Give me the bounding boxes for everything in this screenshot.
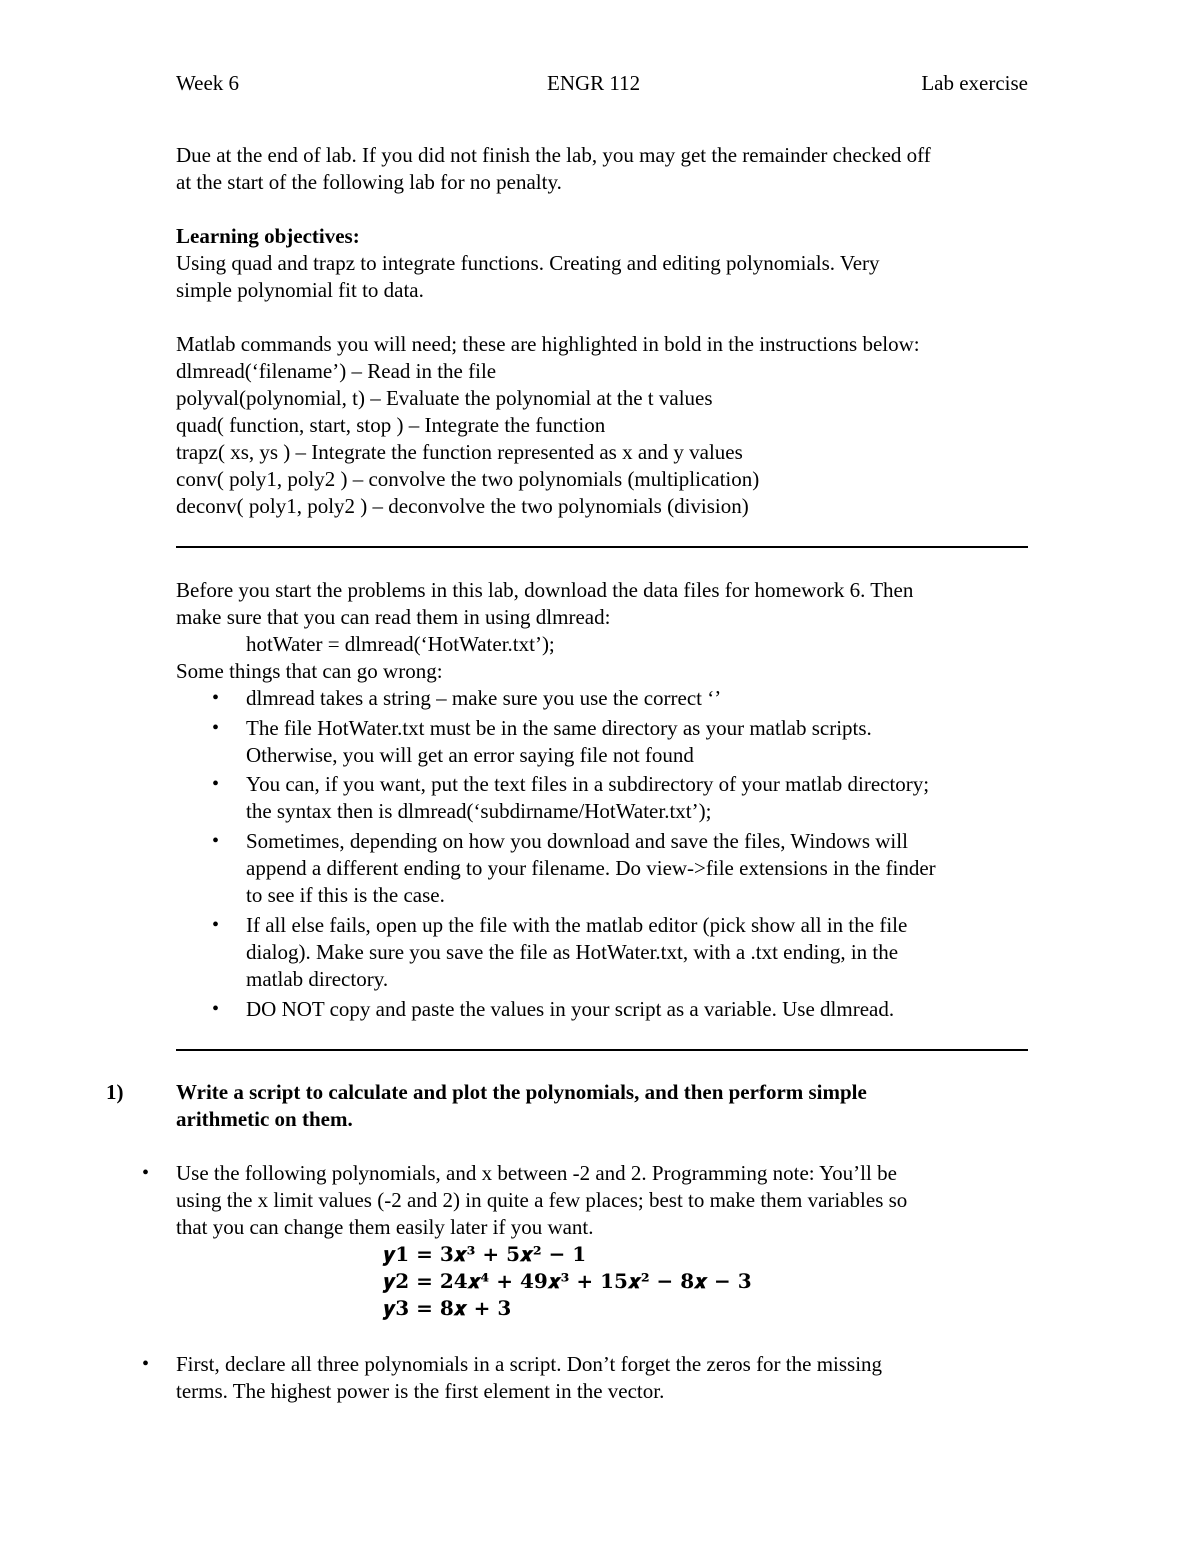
page-header xyxy=(176,70,1028,100)
due-text-line-2: at the start of the following lab for no penalty. xyxy=(176,170,562,194)
setup-code-example: hotWater = dlmread(‘HotWater.txt’); xyxy=(246,632,555,656)
list-item-line: matlab directory. xyxy=(246,967,389,991)
problem-1-heading xyxy=(106,1079,956,1133)
list-item xyxy=(176,715,1028,769)
equation-y3: 𝒚𝟑 = 𝟖𝒙 + 𝟑 xyxy=(383,1296,512,1320)
document-page xyxy=(106,70,1028,1405)
bullet-icon: • xyxy=(212,773,220,795)
command-deconv: deconv( poly1, poly2 ) – deconvolve the two polynomials (division) xyxy=(176,494,749,518)
list-item xyxy=(142,1160,1028,1241)
list-item xyxy=(176,912,1028,993)
objectives-line-1: Using quad and trapz to integrate functions. Creating and editing polynomials. Very xyxy=(176,251,880,275)
list-item xyxy=(176,828,1028,909)
list-item xyxy=(176,771,1028,825)
list-item-line: Use the following polynomials, and x between -2 and 2. Programming note: You’ll be xyxy=(176,1161,897,1185)
command-polyval: polyval(polynomial, t) – Evaluate the polynomial at the t values xyxy=(176,386,713,410)
header-week: Week 6 xyxy=(176,71,240,95)
bullet-icon: • xyxy=(142,1162,150,1184)
due-text-line-1: Due at the end of lab. If you did not finish the lab, you may get the remainder checked off xyxy=(176,143,931,167)
list-item-line: The file HotWater.txt must be in the same directory as your matlab scripts. xyxy=(246,716,872,740)
objectives-line-2: simple polynomial fit to data. xyxy=(176,278,424,302)
setup-line-2: make sure that you can read them in using dlmread: xyxy=(176,605,611,629)
header-doc-type: Lab exercise xyxy=(921,71,1028,95)
equation-y2: 𝒚𝟐 = 𝟐𝟒𝒙⁴ + 𝟒𝟗𝒙³ + 𝟏𝟓𝒙² − 𝟖𝒙 − 𝟑 xyxy=(383,1269,752,1293)
header-course: ENGR 112 xyxy=(547,71,641,95)
list-item-line: You can, if you want, put the text files in a subdirectory of your matlab directory; xyxy=(246,772,930,796)
setup-line-1: Before you start the problems in this lab, download the data files for homework 6. Then xyxy=(176,578,914,602)
list-item-line: Sometimes, depending on how you download and save the files, Windows will xyxy=(246,829,908,853)
equation-y1: 𝒚𝟏 = 𝟑𝒙³ + 𝟓𝒙² − 𝟏 xyxy=(383,1242,587,1266)
list-item xyxy=(176,685,1028,712)
problem-1-heading-line-1: Write a script to calculate and plot the polynomials, and then perform simple xyxy=(176,1080,867,1104)
wrong-intro: Some things that can go wrong: xyxy=(176,659,443,683)
list-item-line: the syntax then is dlmread(‘subdirname/HotWater.txt’); xyxy=(246,799,712,823)
list-item-line: terms. The highest power is the first element in the vector. xyxy=(176,1379,665,1403)
troubleshooting-list xyxy=(176,685,1028,1023)
list-item-line: append a different ending to your filename. Do view->file extensions in the finder xyxy=(246,856,936,880)
bullet-icon: • xyxy=(212,998,220,1020)
problem-1-list-2 xyxy=(142,1351,1028,1405)
objectives-title: Learning objectives: xyxy=(176,224,360,248)
list-item-line: that you can change them easily later if you want. xyxy=(176,1215,594,1239)
bullet-icon: • xyxy=(142,1353,150,1375)
command-conv: conv( poly1, poly2 ) – convolve the two polynomials (multiplication) xyxy=(176,467,760,491)
bullet-icon: • xyxy=(212,914,220,936)
problem-1-list xyxy=(142,1160,1028,1241)
list-item-line: First, declare all three polynomials in a script. Don’t forget the zeros for the missing xyxy=(176,1352,883,1376)
list-item-line: dialog). Make sure you save the file as HotWater.txt, with a .txt ending, in the xyxy=(246,940,899,964)
command-dlmread: dlmread(‘filename’) – Read in the file xyxy=(176,359,497,383)
list-item-line: using the x limit values (-2 and 2) in quite a few places; best to make them variables so xyxy=(176,1188,908,1212)
list-item-line: dlmread takes a string – make sure you use the correct ‘’ xyxy=(246,686,722,710)
command-quad: quad( function, start, stop ) – Integrate the function xyxy=(176,413,606,437)
list-item-line: Otherwise, you will get an error saying file not found xyxy=(246,743,694,767)
bullet-icon: • xyxy=(212,830,220,852)
list-item xyxy=(176,996,1028,1023)
list-item-line: to see if this is the case. xyxy=(246,883,445,907)
commands-intro: Matlab commands you will need; these are highlighted in bold in the instructions below: xyxy=(176,332,920,356)
problem-1-number: 1) xyxy=(106,1080,124,1104)
list-item-line: If all else fails, open up the file with the matlab editor (pick show all in the file xyxy=(246,913,908,937)
list-item xyxy=(142,1351,1028,1405)
problem-1-heading-line-2: arithmetic on them. xyxy=(176,1107,353,1131)
list-item-line: DO NOT copy and paste the values in your script as a variable. Use dlmread. xyxy=(246,997,895,1021)
bullet-icon: • xyxy=(212,717,220,739)
command-trapz: trapz( xs, ys ) – Integrate the function represented as x and y values xyxy=(176,440,743,464)
bullet-icon: • xyxy=(212,687,220,709)
